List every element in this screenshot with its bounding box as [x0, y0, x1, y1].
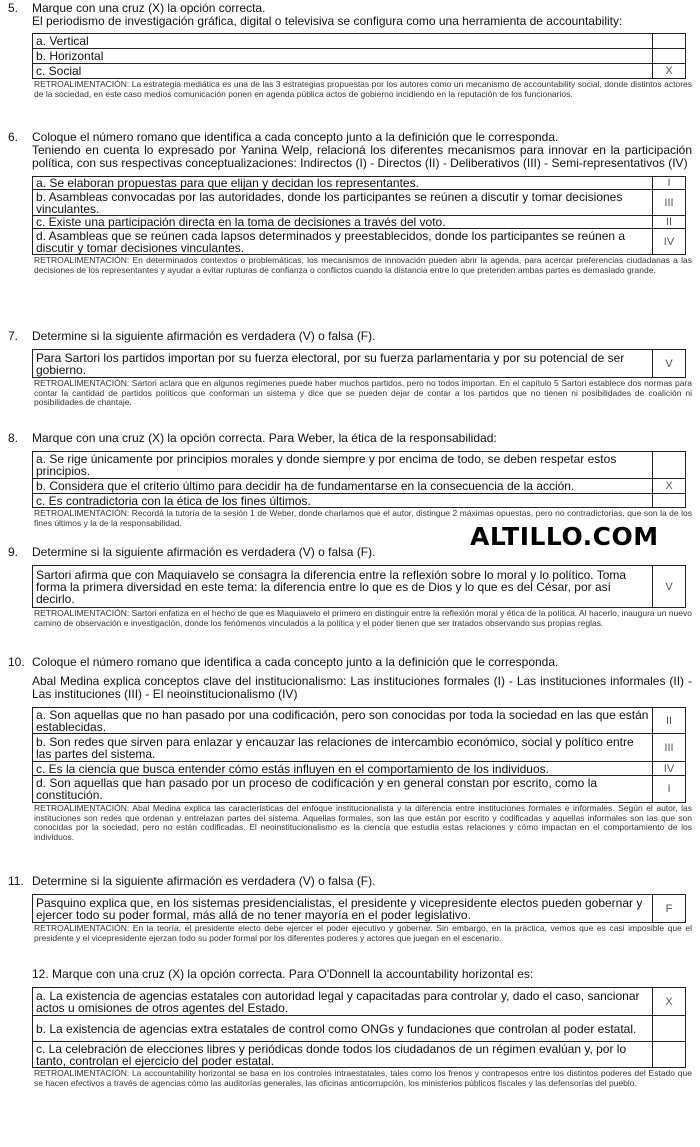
- option-label: a. Vertical: [33, 34, 653, 49]
- question-12: [8, 968, 692, 1088]
- answer-cell[interactable]: III: [653, 734, 686, 762]
- answer-cell[interactable]: X: [653, 479, 686, 494]
- question-title: Coloque el número romano que identifica a cada concepto junto a la definición que le corresponda.: [32, 130, 559, 144]
- question-title: Marque con una cruz (X) la opción correcta. Para Weber, la ética de la responsabilidad:: [32, 431, 497, 445]
- question-number: 9.: [8, 545, 19, 559]
- answer-cell[interactable]: [653, 1016, 686, 1042]
- option-row: [33, 708, 686, 734]
- option-row: [33, 229, 686, 255]
- question-11: [8, 875, 692, 943]
- question-number: 12.: [32, 967, 49, 981]
- watermark-logo: ALTILLO.COM: [470, 522, 659, 551]
- feedback-text: RETROALIMENTACIÓN: Sartori enfatiza en el hecho de que es Maquiavelo el primero en distinguir entre la reflexión moral y ética de la política. Al hacerlo, inaugura un nuevo camino de observación e investigación, donde los fenómenos vinculados a la política y el poder tienen que ser tratados observando sus propias reglas.: [34, 608, 692, 628]
- answer-cell[interactable]: II: [653, 708, 686, 734]
- feedback-text: RETROALIMENTACIÓN: La estrategia mediática es una de las 3 estrategias propuestas por los autores como un mecanismo de accountability social, donde distintos actores de la sociedad, en este caso medios comunicación ponen en agenda pública actos de gobierno incidiendo en la reputación de los funcionarios.: [34, 79, 692, 99]
- option-label: c. Es la ciencia que busca entender cómo estás influyen en el comportamiento de los individuos.: [33, 762, 653, 776]
- option-label: c. Existe una participación directa en la toma de decisiones a través del voto.: [33, 216, 653, 229]
- options-table: [32, 451, 686, 508]
- option-label: a. Se rige únicamente por principios morales y donde siempre y por encima de todo, se deben respetar estos principios.: [33, 452, 653, 479]
- option-label: d. Asambleas que se reúnen cada lapsos determinados y preestablecidos, donde los participantes se reúnen a discutir y tomar decisiones vinculantes.: [33, 229, 653, 255]
- option-row: [33, 762, 686, 776]
- option-row: [33, 64, 686, 79]
- question-6: [8, 131, 692, 275]
- answer-cell[interactable]: IV: [653, 229, 686, 255]
- question-5: [8, 2, 692, 99]
- option-row: [33, 49, 686, 64]
- option-label: c. La celebración de elecciones libres y periódicas donde todos los ciudadanos de un régimen evalúan y, por lo tanto, controlan el ejercicio del poder estatal.: [33, 1042, 653, 1068]
- option-row: [33, 452, 686, 479]
- question-number: 5.: [8, 1, 19, 15]
- answer-cell[interactable]: X: [653, 64, 686, 79]
- option-label: b. La existencia de agencias extra estatales de control como ONGs y fundaciones que controlan al poder estatal.: [33, 1016, 653, 1042]
- feedback-text: RETROALIMENTACIÓN: Abal Medina explica las características del enfoque institucionalista y la diferencia entre instituciones formales e informales. Según el autor, las instituciones son redes que ordenan y entrelazan partes del sistema. Aquellas formales, son las que están por escrito y codificadas y aquellas informales son las que son conocidas por la sociedad, pero no están codificadas. El neoinstitucionalismo es la ciencia que estudia estas relaciones y cómo impactan en el comportamiento de los individuos.: [34, 803, 692, 842]
- option-row: [33, 1016, 686, 1042]
- statement-text: Sartori afirma que con Maquiavelo se consagra la diferencia entre la reflexión sobre lo moral y lo político. Toma forma la primera diversidad en este tema: la diferencia entre lo que es de Dios y lo que es del César, por así decirlo.: [33, 566, 653, 608]
- statement-row: [33, 895, 686, 923]
- question-number: 6.: [8, 130, 19, 144]
- feedback-text: RETROALIMENTACIÓN: En la teoría, el presidente electo debe ejercer el poder ejecutivo y gobernar. Sin embargo, en la práctica, vemos que es casi imposible que el presidente y el vicepresidente ejerzan todo su poder formal por los diferentes poderes y actores que juegan en el escenario.: [34, 923, 692, 943]
- question-title: Marque con una cruz (X) la opción correcta.: [32, 1, 266, 15]
- options-table: [32, 176, 686, 255]
- answer-cell[interactable]: [653, 494, 686, 508]
- question-text: Abal Medina explica conceptos clave del institucionalismo: Las instituciones formales (I) - Las instituciones informales (II) - Las instituciones (III) - El neoinstitucionalismo (IV): [32, 674, 692, 701]
- options-table: [32, 707, 686, 803]
- option-row: [33, 1042, 686, 1068]
- option-label: a. Se elaboran propuestas para que elijan y decidan los representantes.: [33, 177, 653, 190]
- answer-cell[interactable]: III: [653, 190, 686, 216]
- answer-cell[interactable]: I: [653, 776, 686, 803]
- statement-row: [33, 350, 686, 378]
- answer-cell[interactable]: [653, 34, 686, 49]
- option-label: c. Social: [33, 64, 653, 79]
- statement-row: [33, 566, 686, 608]
- question-title: Marque con una cruz (X) la opción correcta. Para O'Donnell la accountability horizontal es:: [52, 967, 534, 981]
- question-8: [8, 432, 692, 528]
- option-label: a. Son aquellas que no han pasado por una codificación, pero son conocidas por toda la sociedad en las que están establecidas.: [33, 708, 653, 734]
- options-table: [32, 987, 686, 1068]
- answer-cell[interactable]: V: [653, 566, 686, 608]
- option-row: [33, 216, 686, 229]
- question-title: Determine si la siguiente afirmación es verdadera (V) o falsa (F).: [32, 545, 376, 559]
- answer-cell[interactable]: I: [653, 177, 686, 190]
- answer-cell[interactable]: V: [653, 350, 686, 378]
- option-row: [33, 776, 686, 803]
- question-number: 10.: [8, 655, 25, 669]
- option-label: d. Son aquellas que han pasado por un proceso de codificación y en general constan por escrito, como la constitución.: [33, 776, 653, 803]
- option-label: b. Horizontal: [33, 49, 653, 64]
- question-title: Determine si la siguiente afirmación es verdadera (V) o falsa (F).: [32, 874, 376, 888]
- answer-cell[interactable]: X: [653, 988, 686, 1016]
- question-text: El periodismo de investigación gráfica, digital o televisiva se configura como una herramienta de accountability:: [32, 14, 623, 28]
- option-label: a. La existencia de agencias estatales con autoridad legal y capacitadas para controlar y, dado el caso, sancionar actos u omisiones de otros agentes del Estado.: [33, 988, 653, 1016]
- option-label: c. Es contradictoria con la ética de los fines últimos.: [33, 494, 653, 508]
- feedback-text: RETROALIMENTACIÓN: Sartori aclara que en algunos regímenes puede haber muchos partidos, pero no todos importan. En el capítulo 5 Sartori establece dos normas para contar la cantidad de partidos políticos que conforman un sistema y dice que se pueden dejar de contar a los partidos que no tienen ni posibilidades de coalición ni posibilidades de chantaje.: [34, 378, 692, 407]
- statement-text: Para Sartori los partidos importan por su fuerza electoral, por su fuerza parlamentaria y por su potencial de ser gobierno.: [33, 350, 653, 378]
- answer-cell[interactable]: [653, 452, 686, 479]
- option-label: b. Considera que el criterio último para decidir ha de fundamentarse en la consecuencia de la acción.: [33, 479, 653, 494]
- option-label: b. Son redes que sirven para enlazar y encauzar las relaciones de intercambio económico, social y político entre las partes del sistema.: [33, 734, 653, 762]
- question-7: [8, 330, 692, 408]
- feedback-text: RETROALIMENTACIÓN: Recordá la tutoría de la sesión 1 de Weber, donde charlamos que el autor, distingue 2 máximas opuestas, pero no contradictorias, que son la de los fines últimos y la de la responsabilidad.: [34, 508, 692, 528]
- option-label: b. Asambleas convocadas por las autoridades, donde los participantes se reúnen a discutir y tomar decisiones vinculantes.: [33, 190, 653, 216]
- option-row: [33, 494, 686, 508]
- option-row: [33, 734, 686, 762]
- option-row: [33, 34, 686, 49]
- answer-cell[interactable]: F: [653, 895, 686, 923]
- option-row: [33, 177, 686, 190]
- question-number: 8.: [8, 431, 19, 445]
- answer-cell[interactable]: [653, 1042, 686, 1068]
- answer-cell[interactable]: IV: [653, 762, 686, 776]
- answer-cell[interactable]: II: [653, 216, 686, 229]
- option-row: [33, 190, 686, 216]
- question-title: Determine si la siguiente afirmación es verdadera (V) o falsa (F).: [32, 329, 376, 343]
- statement-table: [32, 565, 686, 608]
- question-10: [8, 656, 692, 842]
- statement-table: [32, 349, 686, 378]
- feedback-text: RETROALIMENTACIÓN: La accountability horizontal se basa en los controles intraestatales, tales como los frenos y contrapesos entre los distintos poderes del Estado que se hacen efectivos a través de agencias cómo las auditorías generales, las oficinas anticorrupción, los ministerios públicos fiscales y las defensorías del pueblo.: [34, 1068, 692, 1088]
- question-title: Coloque el número romano que identifica a cada concepto junto a la definición que le corresponda.: [32, 655, 559, 669]
- statement-table: [32, 894, 686, 923]
- option-row: [33, 988, 686, 1016]
- options-table: [32, 33, 686, 79]
- answer-cell[interactable]: [653, 49, 686, 64]
- question-number: 11.: [8, 874, 24, 888]
- question-text: Teniendo en cuenta lo expresado por Yanina Welp, relacioná los diferentes mecanismos para innovar en la participación política, con sus respectivas conceptualizaciones: Indirectos (I) - Directos (II) - Deliberativos (III) - Semi-representativos (IV): [32, 143, 692, 170]
- feedback-text: RETROALIMENTACIÓN: En determinados contextos o problemáticas, los mecanismos de innovación pueden abrir la agenda, para acercar preferencias ciudadanas a las decisiones de los representantes y ayudar a evitar rupturas de confianza o conflictos cuando la distancia entre lo que pretenden ambas partes es demasiado grande.: [34, 255, 692, 275]
- question-number: 7.: [8, 329, 19, 343]
- option-row: [33, 479, 686, 494]
- statement-text: Pasquino explica que, en los sistemas presidencialistas, el presidente y vicepresidente electos pueden gobernar y ejercer todo su poder formal, más allá de no tener mayoría en el poder legislativo.: [33, 895, 653, 923]
- question-9: [8, 546, 692, 628]
